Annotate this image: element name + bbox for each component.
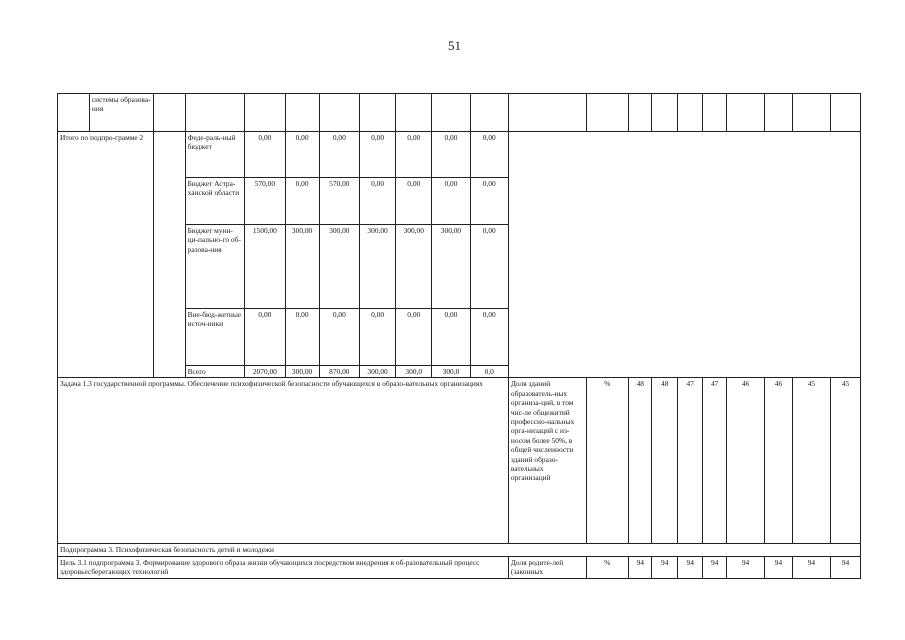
- funding-value: 300,00: [432, 225, 470, 309]
- task-unit: %: [586, 378, 629, 544]
- funding-value: 0,00: [285, 178, 319, 225]
- funding-value: 0,00: [396, 178, 432, 225]
- funding-value: 0,00: [470, 178, 508, 225]
- funding-value: 300,00: [285, 225, 319, 309]
- funding-value: 300,00: [285, 366, 319, 378]
- funding-value: 0,0: [470, 366, 508, 378]
- goal-value: 94: [652, 556, 678, 578]
- task-row: [58, 378, 861, 544]
- task-value: 45: [831, 378, 861, 544]
- funding-value: 0,00: [285, 132, 319, 178]
- goal-value: 94: [831, 556, 861, 578]
- funding-value: 0,00: [432, 309, 470, 366]
- funding-value: 570,00: [319, 178, 359, 225]
- funding-source: Бюджет муни-ци-пально-го об-разова-ния: [185, 225, 245, 309]
- task-text: Задача 1.3 государственной программы. Обеспечение психофизической безопасности обучающихся в образо-вательных организациях: [58, 378, 509, 544]
- top-row: [58, 94, 861, 132]
- funding-value: 0,00: [360, 309, 396, 366]
- funding-value: 0,00: [432, 178, 470, 225]
- goal-value: 94: [677, 556, 703, 578]
- funding-value: 2070,00: [245, 366, 285, 378]
- goal-value: 94: [765, 556, 793, 578]
- page-number: 51: [448, 38, 461, 53]
- funding-value: 0,00: [245, 309, 285, 366]
- funding-value: 300,0: [432, 366, 470, 378]
- task-indicator: Доля зданий образователь-ных организа-ций, в том чис-ле общежитий профессио-нальных орга-низаций с из-носом более 50%, в общей численности зданий образо-вательных организаций: [508, 378, 586, 544]
- funding-source: Вне-бюд-жетные источ-ники: [185, 309, 245, 366]
- funding-value: 0,00: [470, 309, 508, 366]
- subprogram-text: Подпрограмма 3. Психофизическая безопасность детей и молодежи: [58, 544, 861, 556]
- top-row-label: системы образова-ния: [89, 94, 153, 132]
- funding-value: 0,00: [360, 132, 396, 178]
- funding-source: Всего: [185, 366, 245, 378]
- goal-value: 94: [792, 556, 830, 578]
- task-value: 46: [726, 378, 764, 544]
- funding-value: 0,00: [432, 132, 470, 178]
- funding-value: 0,00: [285, 309, 319, 366]
- funding-value: 0,00: [245, 132, 285, 178]
- funding-value: 300,00: [360, 366, 396, 378]
- funding-value: 570,00: [245, 178, 285, 225]
- task-value: 47: [677, 378, 703, 544]
- empty-indicator-area: [508, 132, 860, 378]
- funding-value: 0,00: [470, 132, 508, 178]
- funding-source: Бюджет Астра-ханской области: [185, 178, 245, 225]
- total-label: Итого по подпро-грамме 2: [58, 132, 154, 378]
- funding-value: 300,0: [396, 366, 432, 378]
- task-value: 45: [792, 378, 830, 544]
- subprogram-row: [58, 544, 861, 556]
- goal-unit: %: [586, 556, 629, 578]
- funding-value: 300,00: [319, 225, 359, 309]
- funding-value: 0,00: [360, 178, 396, 225]
- funding-value: 0,00: [319, 132, 359, 178]
- funding-value: 0,00: [319, 309, 359, 366]
- funding-value: 300,00: [360, 225, 396, 309]
- funding-value: 0,00: [396, 132, 432, 178]
- funding-row: [58, 132, 861, 178]
- funding-value: 300,00: [396, 225, 432, 309]
- goal-value: 94: [703, 556, 726, 578]
- task-value: 46: [765, 378, 793, 544]
- funding-value: 0,00: [396, 309, 432, 366]
- goal-indicator: Доля родите-лей (законных: [508, 556, 586, 578]
- task-value: 48: [652, 378, 678, 544]
- goal-value: 94: [726, 556, 764, 578]
- goal-row: [58, 556, 861, 578]
- funding-value: 0,00: [470, 225, 508, 309]
- funding-value: 870,00: [319, 366, 359, 378]
- goal-value: 94: [629, 556, 652, 578]
- program-table: [57, 93, 861, 579]
- task-value: 47: [703, 378, 726, 544]
- funding-value: 1500,00: [245, 225, 285, 309]
- task-value: 48: [629, 378, 652, 544]
- funding-source: Феде-раль-ный бюджет: [185, 132, 245, 178]
- goal-text: Цель 3.1 подпрограмма 3. Формирование здорового образа жизни обучающихся посредством внедрения в об-разовательный процесс здоровьесберегающих технологий: [58, 556, 509, 578]
